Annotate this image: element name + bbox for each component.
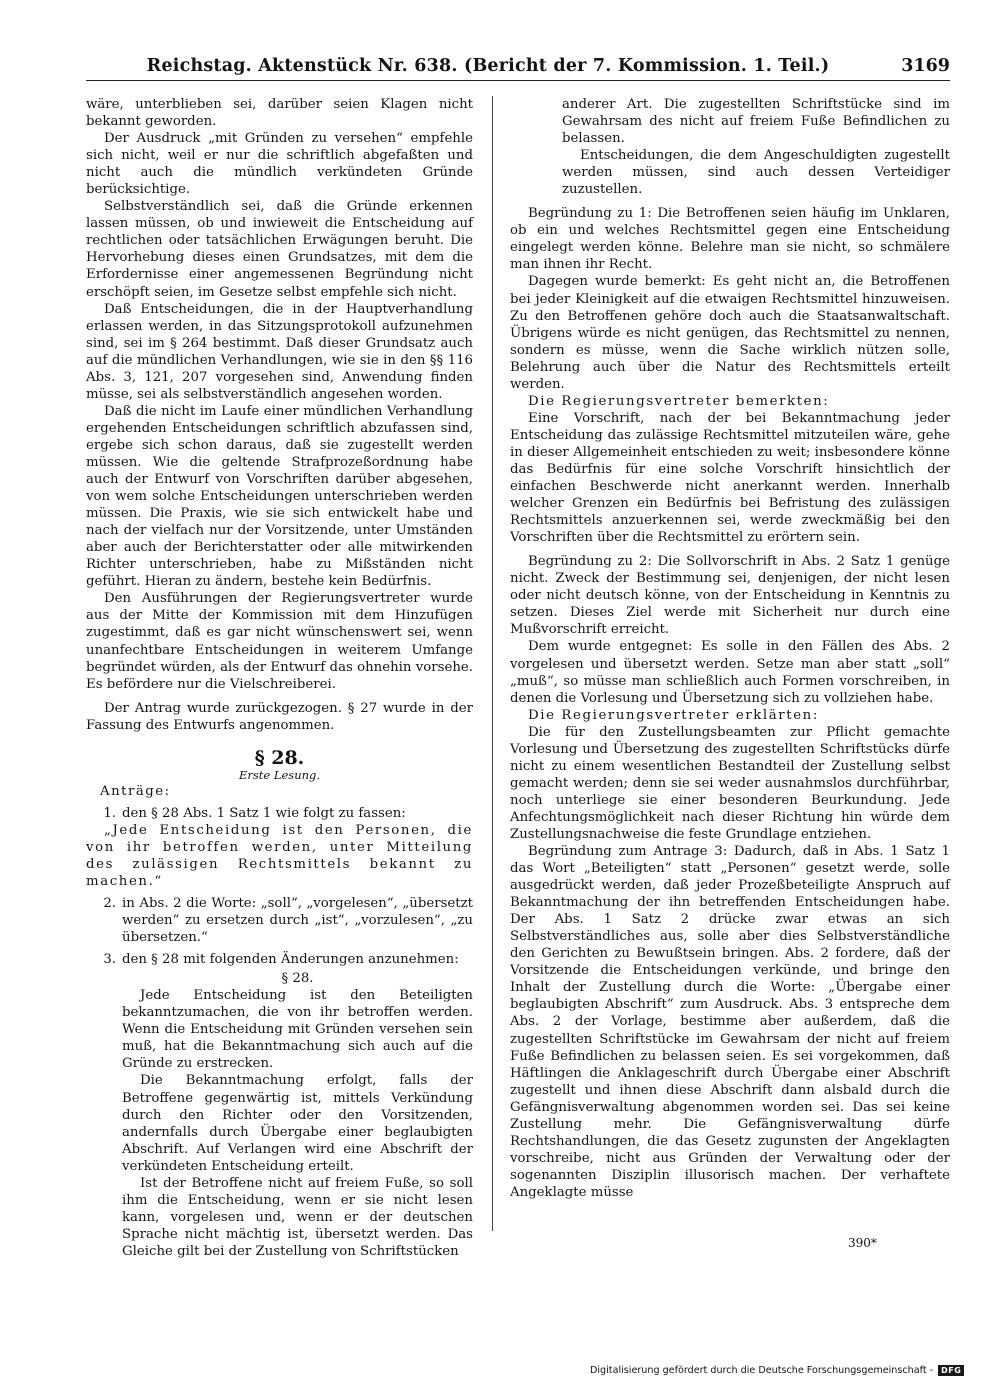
paragraph: Entscheidungen, die dem Angeschuldigten zugestellt werden müssen, sind auch dessen Verteidiger zuzustellen.: [562, 148, 950, 198]
paragraph: Die für den Zustellungsbeamten zur Pflicht gemachte Vorlesung und Übersetzung des zugestellten Schriftstücks dürfe nicht zu einem wesentlichen Bestandteil der Zustellung selbst gemacht werden; denn sie sei weder ausnahmslos durchführbar, noch unterliege sie einer besonderen Beurkundung. Jede Anfechtungsmöglichkeit nach dieser Richtung hin würde dem Zustellungsnachweise die feste Grundlage entziehen.: [510, 724, 950, 842]
paragraph: Eine Vorschrift, nach der bei Bekanntmachung jeder Entscheidung das zulässige Rechtsmittel mitzuteilen wäre, gehe in dieser Allgemeinheit entschieden zu weit; insbesondere könne das Bedürfnis für eine solche Vorschrift hinsichtlich der einfachen Beschwerde nicht anerkannt werden. Innerhalb welcher Grenzen ein Bedürfnis bei Befristung des zulässigen Rechtsmittels anzuerkennen sei, werde zweckmäßig bei den Vorschriften über die Rechtsmittel zu erörtern sein.: [510, 410, 950, 546]
motion-text: in Abs. 2 die Worte: „soll“, „vorgelesen“, „übersetzt werden“ zu ersetzen durch „ist“, „vorzulesen“, „zu übersetzen.“: [122, 896, 473, 946]
paragraph: Begründung zum Antrage 3: Dadurch, daß in Abs. 1 Satz 1 das Wort „Beteiligten“ statt „Personen“ gesetzt werde, solle ausgedrückt werden, daß jeder Prozeßbeteiligte Anspruch auf Bekanntmachung der ihn betreffenden Entscheidungen habe. Der Abs. 1 Satz 2 drücke zwar etwas an sich Selbstverständliches aus, solle aber dies Selbstverständliche den Gerichten zu Bewußtsein bringen. Abs. 2 fordere, daß der Vorsitzende die Entscheidungen verkünde, und bringe den Inhalt der Zustellung durch die Worte: „Übergabe einer beglaubigten Abschrift“ zum Ausdruck. Abs. 3 entspreche dem Abs. 2 der Vorlage, bestimme aber außerdem, daß die zugestellten Schriftstücke im Gewahrsam der nicht auf freiem Fuße Befindlichen zu belassen seien. Es sei vorgekommen, daß Häftlingen die Anklageschrift durch Übergabe einer Abschrift zugestellt und ihnen diese Abschrift dann alsbald durch die Gefängnisverwaltung abgenommen worden sei. Das sei keine Zustellung mehr. Die Gefängnisverwaltung dürfe Rechtshandlungen, die das Gesetz zugunsten der Angeklagten vorschreibe, nicht aus Gründen der Verwaltung oder der sogenannten Disziplin illusorisch machen. Der verhaftete Angeklagte müsse: [510, 844, 950, 1200]
paragraph: Daß die nicht im Laufe einer mündlichen Verhandlung ergehenden Entscheidungen schriftlich abzufassen sind, ergebe sich schon daraus, daß sie zugestellt werden müssen. Wie die geltende Strafprozeßordnung habe auch der Entwurf von Vorschriften darüber abgesehen, von wem solche Entscheidungen unterschrieben werden müssen. Die Praxis, wie sie sich entwickelt habe und nach der vielfach nur der Vorsitzende, unter Umständen aber auch der Berichterstatter oder alle mitwirkenden Richter unterschrieben, habe zu Mißständen nicht geführt. Hieran zu ändern, bestehe kein Bedürfnis.: [86, 403, 473, 590]
paragraph: Der Antrag wurde zurückgezogen. § 27 wurde in der Fassung des Entwurfs angenommen.: [86, 700, 473, 733]
inner-section-title: § 28.: [281, 971, 314, 987]
motion-quote: „Jede Entscheidung ist den Personen, die von ihr betroffen werden, unter Mitteilung des zulässigen Rechtsmittels bekannt zu machen.“: [86, 822, 473, 889]
paragraph: wäre, unterblieben sei, darüber seien Klagen nicht bekannt geworden.: [86, 97, 473, 130]
paragraph: Daß Entscheidungen, die in der Hauptverhandlung erlassen werden, in das Sitzungsprotokoll aufzunehmen sind, sei im § 264 bestimmt. Daß dieser Grundsatz auch auf die mündlichen Verhandlungen, wie sie in den §§ 116 Abs. 3, 121, 207 vorgesehen sind, Anwendung finden müsse, sei als selbstverständlich angesehen worden.: [86, 301, 473, 402]
motion-text: den § 28 Abs. 1 Satz 1 wie folgt zu fassen:: [122, 805, 406, 821]
credit-text: Digitalisierung gefördert durch die Deutsche Forschungsgemeinschaft -: [590, 1365, 934, 1376]
section-subtitle: Erste Lesung.: [238, 767, 321, 782]
running-header: [86, 50, 950, 81]
left-column: [86, 96, 473, 1260]
paragraph: anderer Art. Die zugestellten Schriftstücke sind im Gewahrsam des nicht auf freiem Fuße Befindlichen zu belassen.: [562, 97, 950, 147]
paragraph: Jede Entscheidung ist den Beteiligten bekanntzumachen, die von ihr betroffen werden. Wenn die Entscheidung mit Gründen versehen sein muß, hat die Bekanntmachung sich auch auf die Gründe zu erstrecken.: [122, 988, 473, 1072]
paragraph: Der Ausdruck „mit Gründen zu versehen“ empfehle sich nicht, weil er nur die schriftlich abgefaßten und nicht auch die mündlich verkündeten Gründe berücksichtige.: [86, 131, 473, 198]
motion-text: den § 28 mit folgenden Änderungen anzunehmen:: [122, 952, 459, 968]
proposed-text-continued: [562, 96, 950, 198]
proposed-text: [122, 987, 473, 1260]
paragraph-heading: Die Regierungsvertreter erklärten:: [528, 707, 819, 723]
section-title: § 28.: [254, 746, 305, 769]
paragraph: Ist der Betroffene nicht auf freiem Fuße, so soll ihm die Entscheidung, wenn er sie nicht lesen kann, vorgelesen und, wenn er der deutschen Sprache nicht mächtig ist, übersetzt werden. Das Gleiche gilt bei der Zustellung von Schriftstücken: [122, 1175, 473, 1259]
paragraph: Dagegen wurde bemerkt: Es geht nicht an, die Betroffenen bei jeder Kleinigkeit auf die etwaigen Rechtsmittel hinzuweisen. Zu den Betroffenen gehöre doch auch die Staatsanwaltschaft. Übrigens würde es nicht genügen, das Rechtsmittel zu nennen, sondern es müsse, wenn die Sache wirklich nützen solle, Belehrung auch über die Natur des Rechtsmittels erteilt werden.: [510, 274, 950, 392]
paragraph: Selbstverständlich sei, daß die Gründe erkennen lassen müssen, ob und inwieweit die Entscheidung auf rechtlichen oder tatsächlichen Erwägungen beruht. Die Hervorhebung dieses einen Grundsatzes, mit dem die Erfordernisse einer angemessenen Begründung nicht erschöpft seien, im Gesetze selbst empfehle sich nicht.: [86, 199, 473, 300]
paragraph: Dem wurde entgegnet: Es solle in den Fällen des Abs. 2 vorgelesen und übersetzt werden. Setze man aber statt „soll“ „muß“, so müsse man schließlich auch Formen vorschreiben, in denen die Vorlesung und Übersetzung sich zu vollziehen habe.: [510, 639, 950, 706]
paragraph: Begründung zu 1: Die Betroffenen seien häufig im Unklaren, ob ein und welches Rechtsmittel gegen eine Entscheidung eingelegt werden könne. Belehre man sie nicht, so schmälere man ihnen ihr Recht.: [510, 206, 950, 273]
page-number: 3169: [901, 56, 950, 76]
paragraph: Den Ausführungen der Regierungsvertreter wurde aus der Mitte der Kommission mit dem Hinzufügen zugestimmt, daß es gar nicht wünschenswert sei, wenn unanfechtbare Entscheidungen in weiterem Umfange begründet würden, als der Entwurf das ohnehin vorsehe. Es befördere nur die Vielschreiberei.: [86, 591, 473, 692]
signature-mark: 390*: [848, 1236, 877, 1250]
column-divider: [492, 96, 493, 1231]
paragraph: Die Bekanntmachung erfolgt, falls der Betroffene gegenwärtig ist, mittels Verkündung durch den Richter oder den Vorsitzenden, andernfalls durch Übergabe einer beglaubigten Abschrift. Auf Verlangen wird eine Abschrift der verkündeten Entscheidung erteilt.: [122, 1073, 473, 1174]
motion-number: 2.: [103, 896, 116, 912]
paragraph-heading: Die Regierungsvertreter bemerkten:: [528, 393, 830, 409]
running-title: Reichstag. Aktenstück Nr. 638. (Bericht der 7. Kommission. 1. Teil.): [146, 56, 830, 76]
motion-item: [86, 895, 473, 946]
motions-label: Anträge:: [100, 783, 171, 799]
digitization-credit: [590, 1365, 964, 1376]
motion-item: [86, 805, 473, 822]
paragraph: Begründung zu 2: Die Sollvorschrift in Abs. 2 Satz 1 genüge nicht. Zweck der Bestimmung sei, denjenigen, der nicht lesen oder nicht deutsch könne, von der Entscheidung in Kenntnis zu setzen. Dieses Ziel werde mit Sicherheit nur durch eine Mußvorschrift erreicht.: [510, 554, 950, 638]
motion-number: 3.: [103, 952, 116, 968]
motion-number: 1.: [103, 805, 116, 821]
right-column: [510, 96, 950, 1201]
motion-item: [86, 951, 473, 968]
dfg-logo: DFG: [938, 1365, 964, 1376]
